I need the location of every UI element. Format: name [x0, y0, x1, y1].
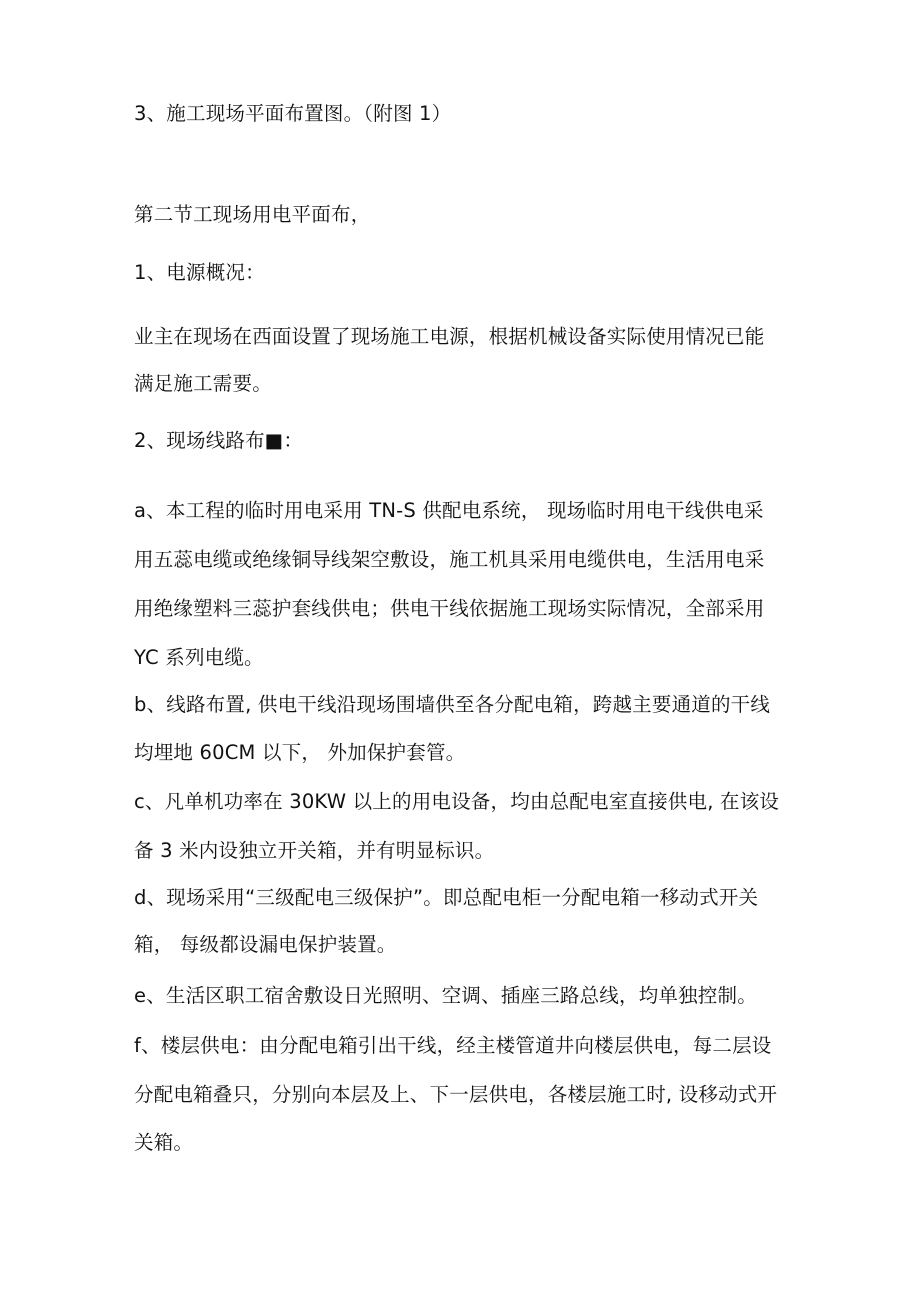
- item-1-power-source: 1、电源概况：: [134, 261, 265, 284]
- item-f-line: 分配电箱叠只，分别向本层及上、下一层供电，各楼层施工时, 设移动式开: [134, 1083, 778, 1106]
- section-heading: 第二节工现场用电平面布，: [134, 203, 371, 226]
- item-f-line: f、楼层供电：由分配电箱引出干线，经主楼管道井向楼层供电，每二层设: [134, 1034, 772, 1057]
- item-b-line: 均埋地 60CM 以下， 外加保护套管。: [134, 741, 466, 764]
- item-c-line: c、凡单机功率在 30KW 以上的用电设备，均由总配电室直接供电, 在该设: [134, 790, 780, 813]
- item-d-line: d、现场采用“三级配电三级保护”。即总配电柜一分配电箱一移动式开关: [134, 886, 759, 909]
- item-a-line: a、本工程的临时用电采用 TN-S 供配电系统， 现场临时用电干线供电采: [134, 499, 764, 522]
- item-c-line: 备 3 米内设独立开关箱，并有明显标识。: [134, 839, 495, 862]
- item-b-line: b、线路布置, 供电干线沿现场围墙供至各分配电箱，跨越主要通道的干线: [134, 693, 771, 716]
- item-a-line: 用绝缘塑料三蕊护套线供电；供电干线依据施工现场实际情况，全部采用: [134, 597, 765, 620]
- item-f-line: 关箱。: [134, 1131, 194, 1154]
- item-a-line: YC 系列电缆。: [134, 646, 264, 669]
- item-a-line: 用五蕊电缆或绝缘铜导线架空敷设，施工机具采用电缆供电，生活用电采: [134, 548, 765, 571]
- paragraph-line: 满足施工需要。: [134, 372, 272, 395]
- item-d-line: 箱， 每级都设漏电保护装置。: [134, 933, 397, 956]
- item-e-line: e、生活区职工宿舍敷设日光照明、空调、插座三路总线，均单独控制。: [134, 984, 757, 1007]
- item-2-site-wiring: 2、现场线路布■：: [134, 429, 304, 452]
- paragraph-line: 业主在现场在西面设置了现场施工电源，根据机械设备实际使用情况已能: [134, 325, 765, 348]
- item-3-site-layout: 3、施工现场平面布置图。（附图 1）: [134, 102, 452, 125]
